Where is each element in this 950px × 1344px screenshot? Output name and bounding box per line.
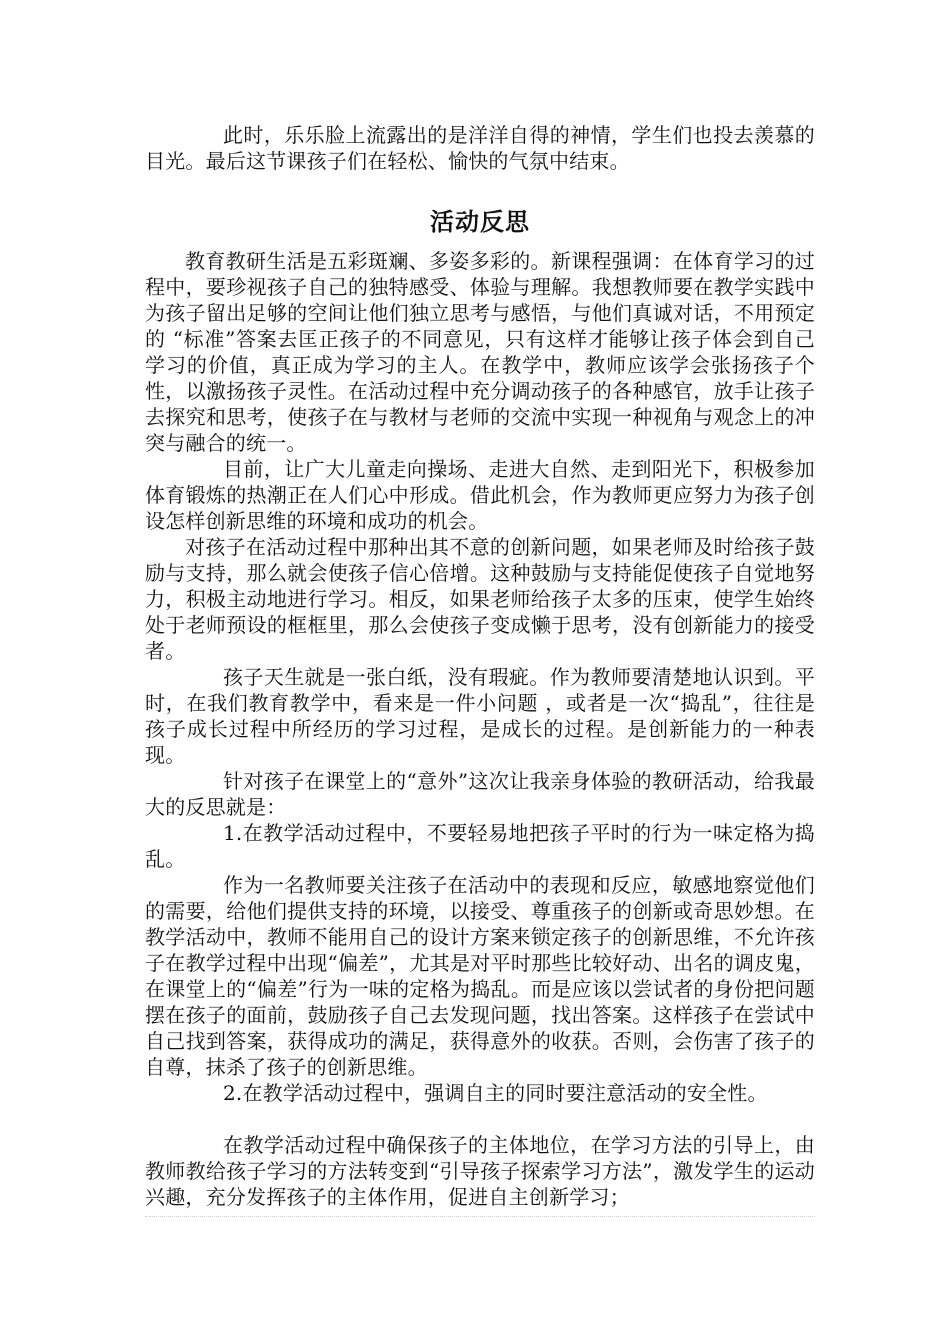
section-title: 活动反思 [430,207,530,236]
numbered-point-2: 2.在教学活动过程中，强调自主的同时要注意活动的安全性。 [223,1081,768,1105]
body-paragraph-5: 针对孩子在课堂上的“意外”这次让我亲身体验的教研活动，给我最大的反思就是： [145,769,815,819]
intro-paragraph: 此时，乐乐脸上流露出的是洋洋自得的神情，学生们也投去羡慕的目光。最后这节课孩子们在轻松、愉快的气氛中结束。 [145,123,815,173]
body-paragraph-4: 孩子天生就是一张白纸，没有瑕疵。作为教师要清楚地认识到。平时，在我们教育教学中，看来是一件小问题 ，或者是一次“捣乱”，往往是孩子成长过程中所经历的学习过程，是成长的过程。是创新能力的一种表现。 [145,665,815,767]
body-paragraph-6: 作为一名教师要关注孩子在活动中的表现和反应，敏感地察觉他们的需要，给他们提供支持的环境，以接受、尊重孩子的创新或奇思妙想。在教学活动中，教师不能用自己的设计方案来锁定孩子的创新思维，不允许孩子在教学过程中出现“偏差”，尤其是对平时那些比较好动、出名的调皮鬼，在课堂上的“偏差”行为一味的定格为捣乱。而是应该以尝试者的身份把问题摆在孩子的面前，鼓励孩子自己去发现问题，找出答案。这样孩子在尝试中自己找到答案，获得成功的满足，获得意外的收获。否则，会伤害了孩子的自尊，抹杀了孩子的创新思维。 [145,873,815,1079]
page-bottom-rule [145,1216,815,1217]
body-paragraph-3: 对孩子在活动过程中那种出其不意的创新问题，如果老师及时给孩子鼓励与支持，那么就会使孩子信心倍增。这种鼓励与支持能促使孩子自觉地努力，积极主动地进行学习。相反，如果老师给孩子太多的压束，使学生始终处于老师预设的框框里，那么会使孩子变成懒于思考，没有创新能力的接受者。 [145,535,815,663]
numbered-point-1: 1.在教学活动过程中，不要轻易地把孩子平时的行为一味定格为捣乱。 [145,821,815,871]
body-paragraph-1: 教育教研生活是五彩斑斓、多姿多彩的。新课程强调：在体育学习的过程中，要珍视孩子自己的独特感受、体验与理解。我想教师要在教学实践中为孩子留出足够的空间让他们独立思考与感悟，与他们真诚对话，不用预定的 “标准”答案去匡正孩子的不同意见，只有这样才能够让孩子体会到自己学习的价值，真正成为学习的主人。在教学中，教师应该学会张扬孩子个性，以激扬孩子灵性。在活动过程中充分调动孩子的各种感官，放手让孩子去探究和思考，使孩子在与教材与老师的交流中实现一种视角与观念上的冲突与融合的统一。 [145,249,815,455]
blank-line [145,1106,815,1132]
body-paragraph-7: 在教学活动过程中确保孩子的主体地位，在学习方法的引导上，由教师教给孩子学习的方法转变到“引导孩子探索学习方法”，激发学生的运动兴趣，充分发挥孩子的主体作用，促进自主创新学习； [145,1133,815,1209]
body-paragraph-2: 目前，让广大儿童走向操场、走进大自然、走到阳光下，积极参加体育锻炼的热潮正在人们心中形成。借此机会，作为教师更应努力为孩子创设怎样创新思维的环境和成功的机会。 [145,457,815,533]
document-page [145,122,815,1217]
